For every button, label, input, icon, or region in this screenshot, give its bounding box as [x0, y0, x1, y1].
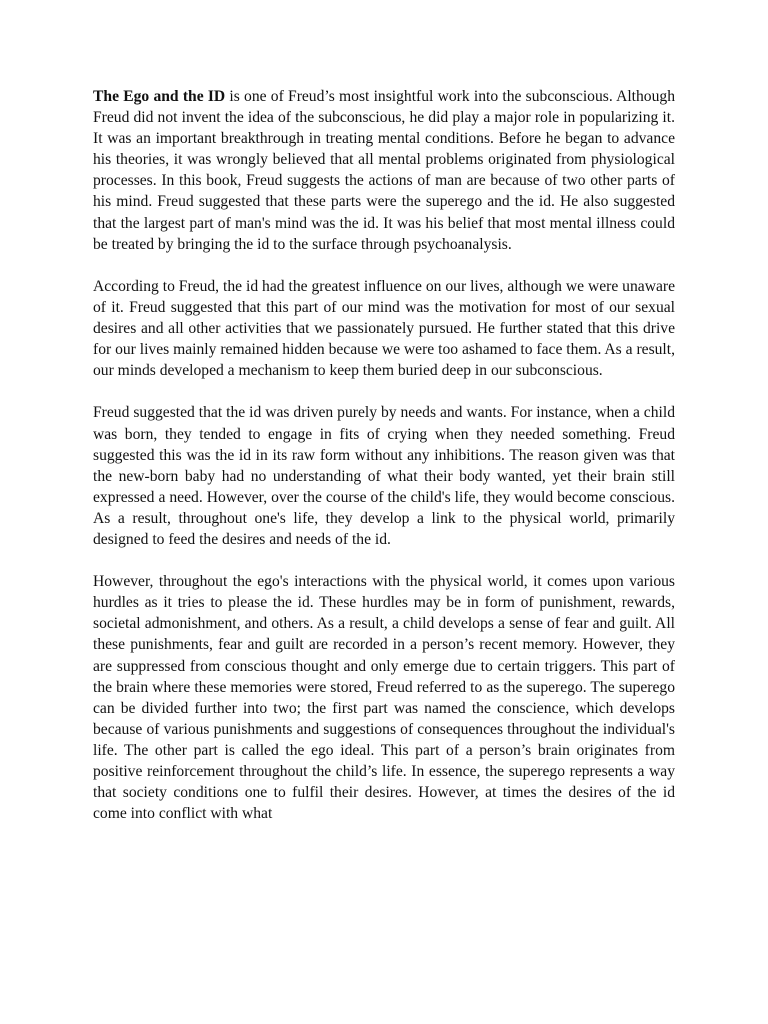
paragraph-4: However, throughout the ego's interactions with the physical world, it comes upon various hurdles as it tries to please the id. These hurdles may be in form of punishment, rewards, societal admonishment, and others. As a result, a child develops a sense of fear and guilt. All these punishments, fear and guilt are recorded in a person’s recent memory. However, they are suppressed from conscious thought and only emerge due to certain triggers. This part of the brain where these memories were stored, Freud referred to as the superego. The superego can be divided further into two; the first part was named the conscience, which develops because of various punishments and suggestions of consequences throughout the individual's life. The other part is called the ego ideal. This part of a person’s brain originates from positive reinforcement throughout the child’s life. In essence, the superego represents a way that society conditions one to fulfil their desires. However, at times the desires of the id come into conflict with what [93, 573, 675, 823]
paragraph-1 [93, 86, 675, 255]
paragraph-2: According to Freud, the id had the greatest influence on our lives, although we were unaware of it. Freud suggested that this part of our mind was the motivation for most of our sexual desires and all other activities that we passionately pursued. He further stated that this drive for our lives mainly remained hidden because we were too ashamed to face them. As a result, our minds developed a mechanism to keep them buried deep in our subconscious. [93, 277, 675, 380]
paragraph-3: Freud suggested that the id was driven purely by needs and wants. For instance, when a child was born, they tended to engage in fits of crying when they needed something. Freud suggested this was the id in its raw form without any inhibitions. The reason given was that the new-born baby had no understanding of what their body wanted, yet their brain still expressed a need. However, over the course of the child's life, they would become conscious. As a result, throughout one's life, they develop a link to the physical world, primarily designed to feed the desires and needs of the id. [93, 404, 675, 548]
document-page [93, 86, 675, 845]
book-title: The Ego and the ID [93, 88, 226, 105]
paragraph-1-text: is one of Freud’s most insightful work into the subconscious. Although Freud did not invent the idea of the subconscious, he did play a major role in popularizing it. It was an important breakthrough in treating mental conditions. Before he began to advance his theories, it was wrongly believed that all mental problems originated from physiological processes. In this book, Freud suggests the actions of man are because of two other parts of his mind. Freud suggested that these parts were the superego and the id. He also suggested that the largest part of man's mind was the id. It was his belief that most mental illness could be treated by bringing the id to the surface through psychoanalysis. [93, 88, 675, 253]
